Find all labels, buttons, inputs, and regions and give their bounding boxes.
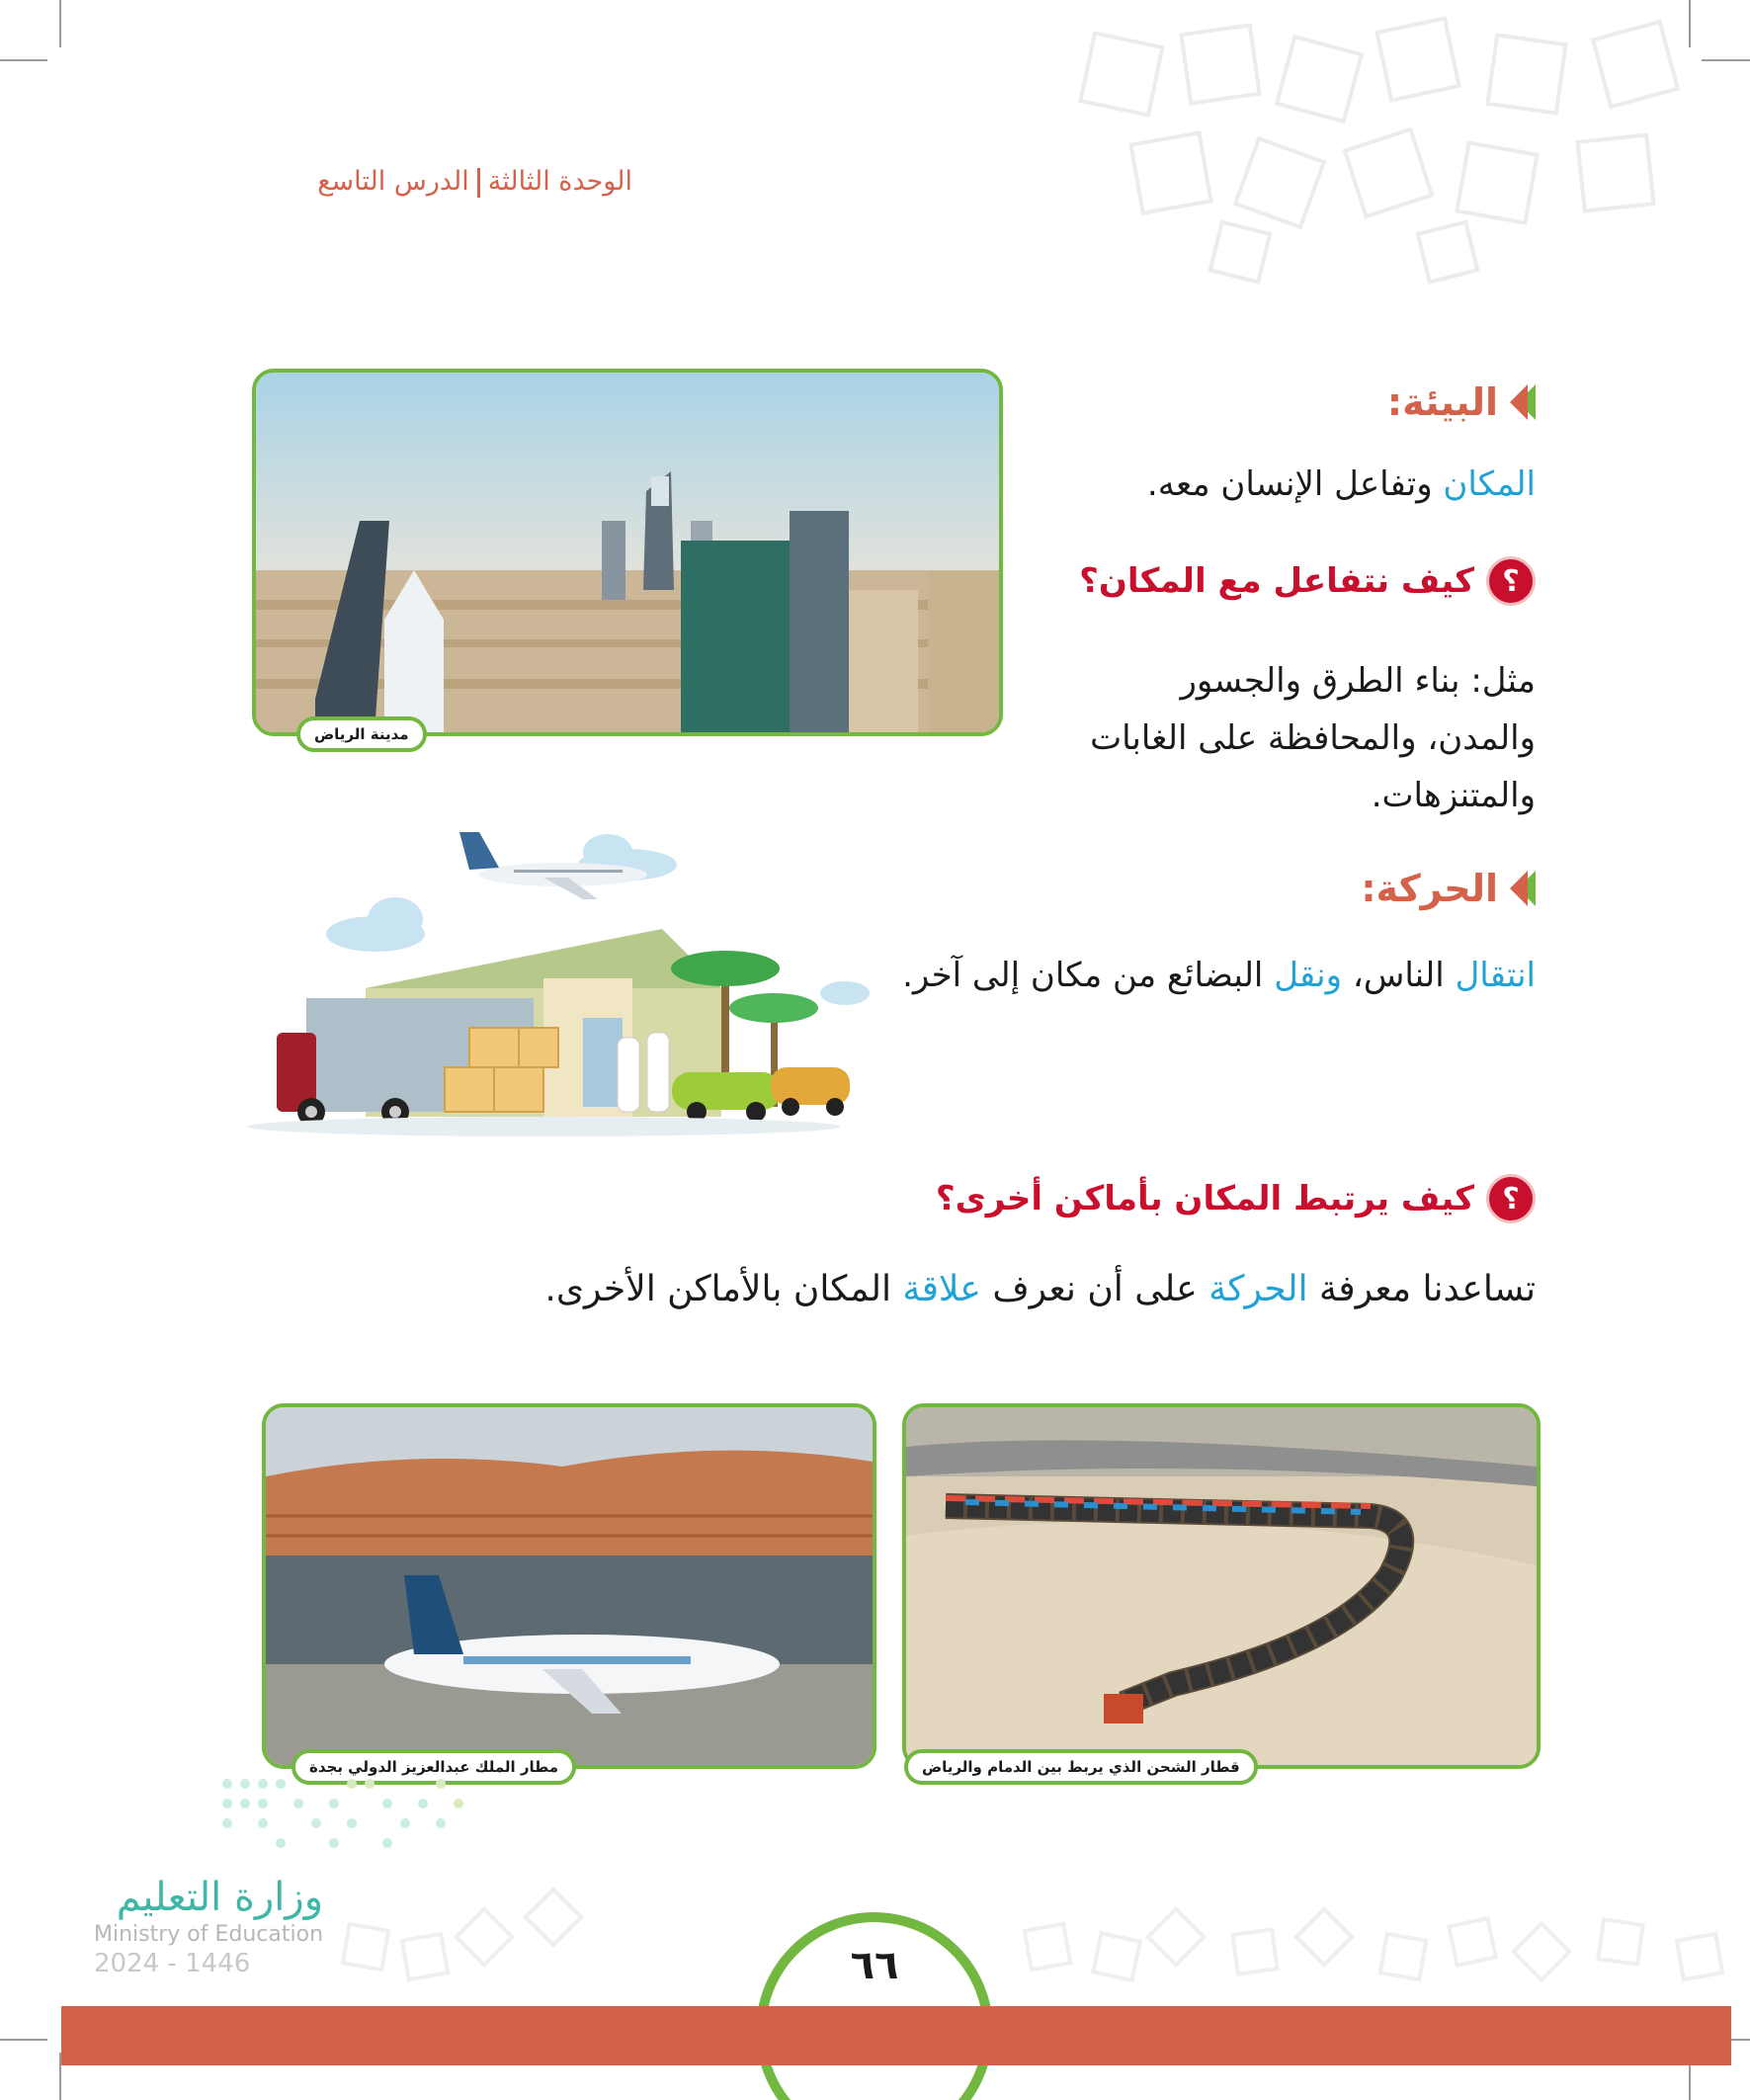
riyadh-caption-text: مدينة الرياض: [314, 725, 409, 743]
movement-definition: [883, 941, 1536, 1010]
ministry-arabic: وزارة التعليم: [116, 1875, 324, 1920]
train-photo: [902, 1403, 1541, 1769]
movement-title: [1361, 867, 1536, 910]
unit-lesson-header: [237, 166, 632, 198]
page-number: ٦٦: [850, 1943, 899, 1988]
transport-illustration: [247, 820, 870, 1156]
movement-text-1: الناس،: [1342, 956, 1456, 995]
crop-mark: [0, 2039, 47, 2041]
decorative-pattern: [316, 1878, 1749, 1996]
riyadh-caption: [296, 716, 427, 752]
question-1: [1079, 556, 1536, 606]
movement-title-text: الحركة:: [1361, 867, 1498, 910]
question-2: [936, 1174, 1536, 1223]
environment-definition: [982, 457, 1536, 512]
footer-bar: [61, 2006, 1731, 2065]
train-caption-text: قطار الشحن الذي يربط بين الدمام والرياض: [922, 1758, 1240, 1776]
lesson-label: الدرس التاسع: [317, 166, 469, 197]
train-caption: [904, 1749, 1258, 1785]
environment-definition-text: وتفاعل الإنسان معه.: [1146, 464, 1444, 504]
question-2-text-1: تساعدنا معرفة: [1307, 1269, 1536, 1309]
question-icon: ؟: [1486, 556, 1536, 606]
freight-train-illustration: [906, 1407, 1537, 1765]
keyword-place: المكان: [1443, 464, 1536, 504]
airport-illustration: [266, 1407, 873, 1765]
question-1-answer: [1071, 652, 1536, 824]
airport-photo: [262, 1403, 876, 1769]
keyword-transport: ونقل: [1274, 956, 1343, 995]
riyadh-photo: [252, 369, 1003, 736]
airport-caption-text: مطار الملك عبدالعزيز الدولي بجدة: [309, 1758, 559, 1776]
movement-text-2: البضائع من مكان إلى آخر.: [902, 956, 1275, 995]
crop-mark: [59, 0, 61, 47]
header-separator: [477, 168, 480, 198]
chevron-icon: [1510, 384, 1536, 420]
riyadh-skyline-illustration: [256, 373, 999, 732]
unit-label: الوحدة الثالثة: [487, 166, 632, 197]
environment-title: [1387, 380, 1536, 424]
question-1-text: كيف نتفاعل مع المكان؟: [1079, 561, 1474, 601]
ministry-dots-logo: [217, 1774, 464, 1863]
ministry-english: Ministry of Education: [94, 1922, 324, 1947]
environment-title-text: البيئة:: [1386, 380, 1498, 424]
question-2-text: كيف يرتبط المكان بأماكن أخرى؟: [935, 1179, 1474, 1218]
question-2-text-2: على أن نعرف: [980, 1269, 1209, 1309]
chevron-icon: [1510, 871, 1536, 906]
keyword-transfer: انتقال: [1455, 956, 1536, 995]
keyword-relation: علاقة: [902, 1269, 981, 1309]
decorative-pattern: [1028, 0, 1750, 287]
keyword-movement: الحركة: [1208, 1269, 1308, 1309]
question-1-answer-text: مثل: بناء الطرق والجسور والمدن، والمحافظة على الغابات والمتنزهات.: [1090, 661, 1536, 815]
crop-mark: [0, 59, 47, 61]
question-2-text-3: المكان بالأماكن الأخرى.: [544, 1269, 903, 1309]
question-2-answer: [231, 1262, 1536, 1317]
ministry-year: 2024 - 1446: [94, 1949, 251, 1978]
question-icon: ؟: [1486, 1174, 1536, 1223]
ministry-of-education-logo: [94, 1875, 323, 1978]
